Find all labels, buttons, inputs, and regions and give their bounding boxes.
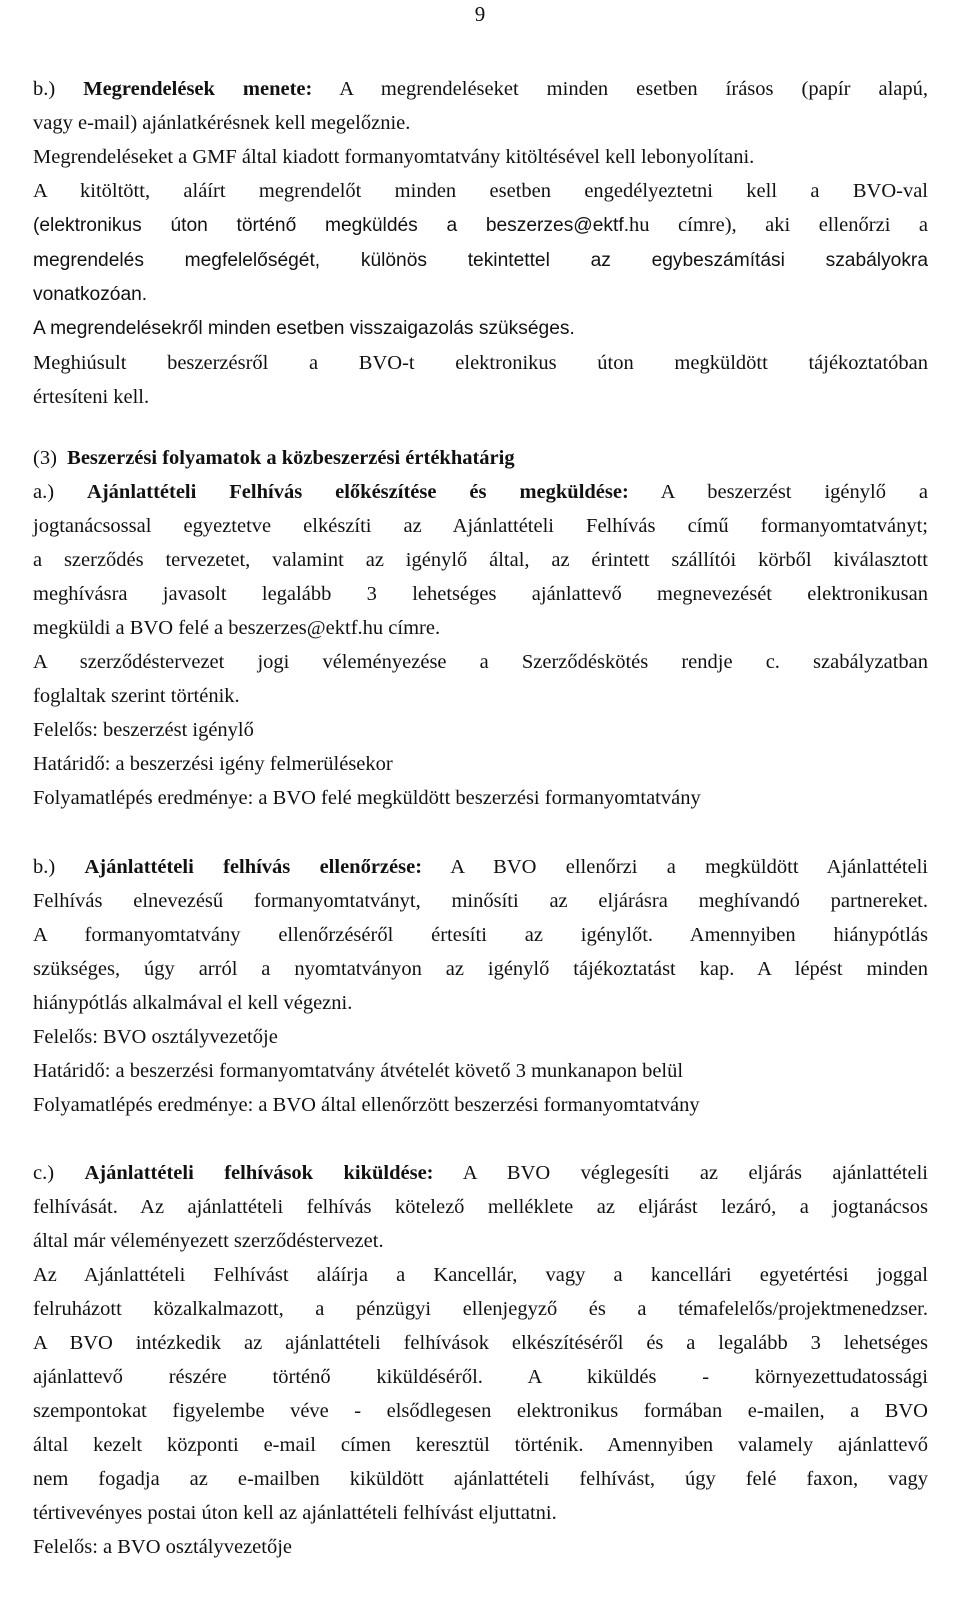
b-line-5: hiánypótlás alkalmával el kell végezni. <box>33 992 353 1014</box>
b1-label: b.) <box>33 78 56 100</box>
b1-line-5 <box>33 215 928 236</box>
b-responsible: Felelős: BVO osztályvezetője <box>33 1026 278 1048</box>
c-label: c.) <box>33 1162 55 1184</box>
b1-line-8: A megrendelésekről minden esetben visszaigazolás szükséges. <box>33 318 575 339</box>
page-number: 9 <box>474 2 486 26</box>
b-label: b.) <box>33 856 56 878</box>
c-line-5: felruházott közalkalmazott, a pénzügyi ellenjegyző és a témafelelős/projektmenedzser. <box>33 1298 928 1320</box>
b1-line-10: értesíteni kell. <box>33 386 150 408</box>
b-line-4: szükséges, úgy arról a nyomtatványon az igénylő tájékoztatást kap. A lépést minden <box>33 958 928 980</box>
a-heading: Ajánlattételi Felhívás előkészítése és megküldése: <box>87 481 629 503</box>
b1-line-7: vonatkozóan. <box>33 284 148 305</box>
c-line-11: tértivevényes postai úton kell az ajánlattételi felhívást eljuttatni. <box>33 1502 557 1524</box>
section-3-heading <box>33 448 515 469</box>
c-line-4: Az Ajánlattételi Felhívást aláírja a Kancellár, vagy a kancellári egyetértési joggal <box>33 1264 928 1286</box>
c-line-8: szempontokat figyelembe véve - elsődlegesen elektronikus formában e-mailen, a BVO <box>33 1400 928 1422</box>
a-responsible: Felelős: beszerzést igénylő <box>33 719 254 741</box>
b-line-1 <box>33 857 928 878</box>
a-line-5: megküldi a BVO felé a beszerzes@ektf.hu címre. <box>33 617 441 639</box>
b-deadline: Határidő: a beszerzési formanyomtatvány átvételét követő 3 munkanapon belül <box>33 1060 684 1082</box>
a-result: Folyamatlépés eredménye: a BVO felé megküldött beszerzési formanyomtatvány <box>33 787 701 809</box>
b1-line-5-b: hu címre), aki ellenőrzi a <box>629 214 928 236</box>
c-line-6: A BVO intézkedik az ajánlattételi felhívások elkészítéséről és a legalább 3 lehetséges <box>33 1332 928 1354</box>
b1-line-9: Meghiúsult beszerzésről a BVO-t elektronikus úton megküldött tájékoztatóban <box>33 352 928 374</box>
c-line-1 <box>33 1163 928 1184</box>
c-line-7: ajánlattevő részére történő kiküldéséről. A kiküldés - környezettudatossági <box>33 1366 928 1388</box>
b-line-3: A formanyomtatvány ellenőrzéséről értesíti az igénylőt. Amennyiben hiánypótlás <box>33 924 928 946</box>
a-line-2: jogtanácsossal egyeztetve elkészíti az Ajánlattételi Felhívás című formanyomtatványt; <box>33 515 928 537</box>
a-line-3: a szerződés tervezetet, valamint az igénylő által, az érintett szállítói körből kiválasztott <box>33 549 928 571</box>
section-3-title: Beszerzési folyamatok a közbeszerzési értékhatárig <box>67 447 515 469</box>
b1-line-5-a: (elektronikus úton történő megküldés a beszerzes@ektf. <box>33 215 630 236</box>
a-deadline: Határidő: a beszerzési igény felmerülésekor <box>33 753 393 775</box>
b1-line-2: vagy e-mail) ajánlatkérésnek kell megelőznie. <box>33 112 411 134</box>
a-line-6: A szerződéstervezet jogi véleményezése a Szerződéskötés rendje c. szabályzatban <box>33 651 928 673</box>
b-heading: Ajánlattételi felhívás ellenőrzése: <box>84 856 423 878</box>
section-3-number: (3) <box>33 447 57 469</box>
c-line-10: nem fogadja az e-mailben kiküldött ajánlattételi felhívást, úgy felé faxon, vagy <box>33 1468 928 1490</box>
a-line-7: foglaltak szerint történik. <box>33 685 240 707</box>
c-responsible: Felelős: a BVO osztályvezetője <box>33 1536 293 1558</box>
b1-line-3: Megrendeléseket a GMF által kiadott formanyomtatvány kitöltésével kell lebonyolítani. <box>33 146 755 168</box>
b-line-2: Felhívás elnevezésű formanyomtatványt, minősíti az eljárásra meghívandó partnereket. <box>33 890 928 912</box>
b-line-1-rest: A BVO ellenőrzi a megküldött Ajánlattételi <box>450 856 929 878</box>
b1-line-6: megrendelés megfelelőségét, különös tekintettel az egybeszámítási szabályokra <box>33 250 928 271</box>
a-line-1 <box>33 482 928 503</box>
a-line-1-rest: A beszerzést igénylő a <box>660 481 929 503</box>
c-line-3: által már véleményezett szerződéstervezet. <box>33 1230 384 1252</box>
a-line-4: meghívásra javasolt legalább 3 lehetséges ajánlattevő megnevezését elektronikusan <box>33 583 928 605</box>
c-line-2: felhívását. Az ajánlattételi felhívás kötelező melléklete az eljárást lezáró, a jogtanácsos <box>33 1196 928 1218</box>
c-line-9: által kezelt központi e-mail címen keresztül történik. Amennyiben valamely ajánlattevő <box>33 1434 928 1456</box>
b1-heading: Megrendelések menete: <box>83 78 313 100</box>
b-result: Folyamatlépés eredménye: a BVO által ellenőrzött beszerzési formanyomtatvány <box>33 1094 700 1116</box>
b1-line-1 <box>33 79 928 100</box>
a-label: a.) <box>33 481 55 503</box>
b1-line-1-rest: A megrendeléseket minden esetben írásos (papír alapú, <box>339 78 928 100</box>
c-heading: Ajánlattételi felhívások kiküldése: <box>84 1162 434 1184</box>
c-line-1-rest: A BVO véglegesíti az eljárás ajánlattételi <box>462 1162 928 1184</box>
b1-line-4: A kitöltött, aláírt megrendelőt minden esetben engedélyeztetni kell a BVO-val <box>33 180 928 202</box>
